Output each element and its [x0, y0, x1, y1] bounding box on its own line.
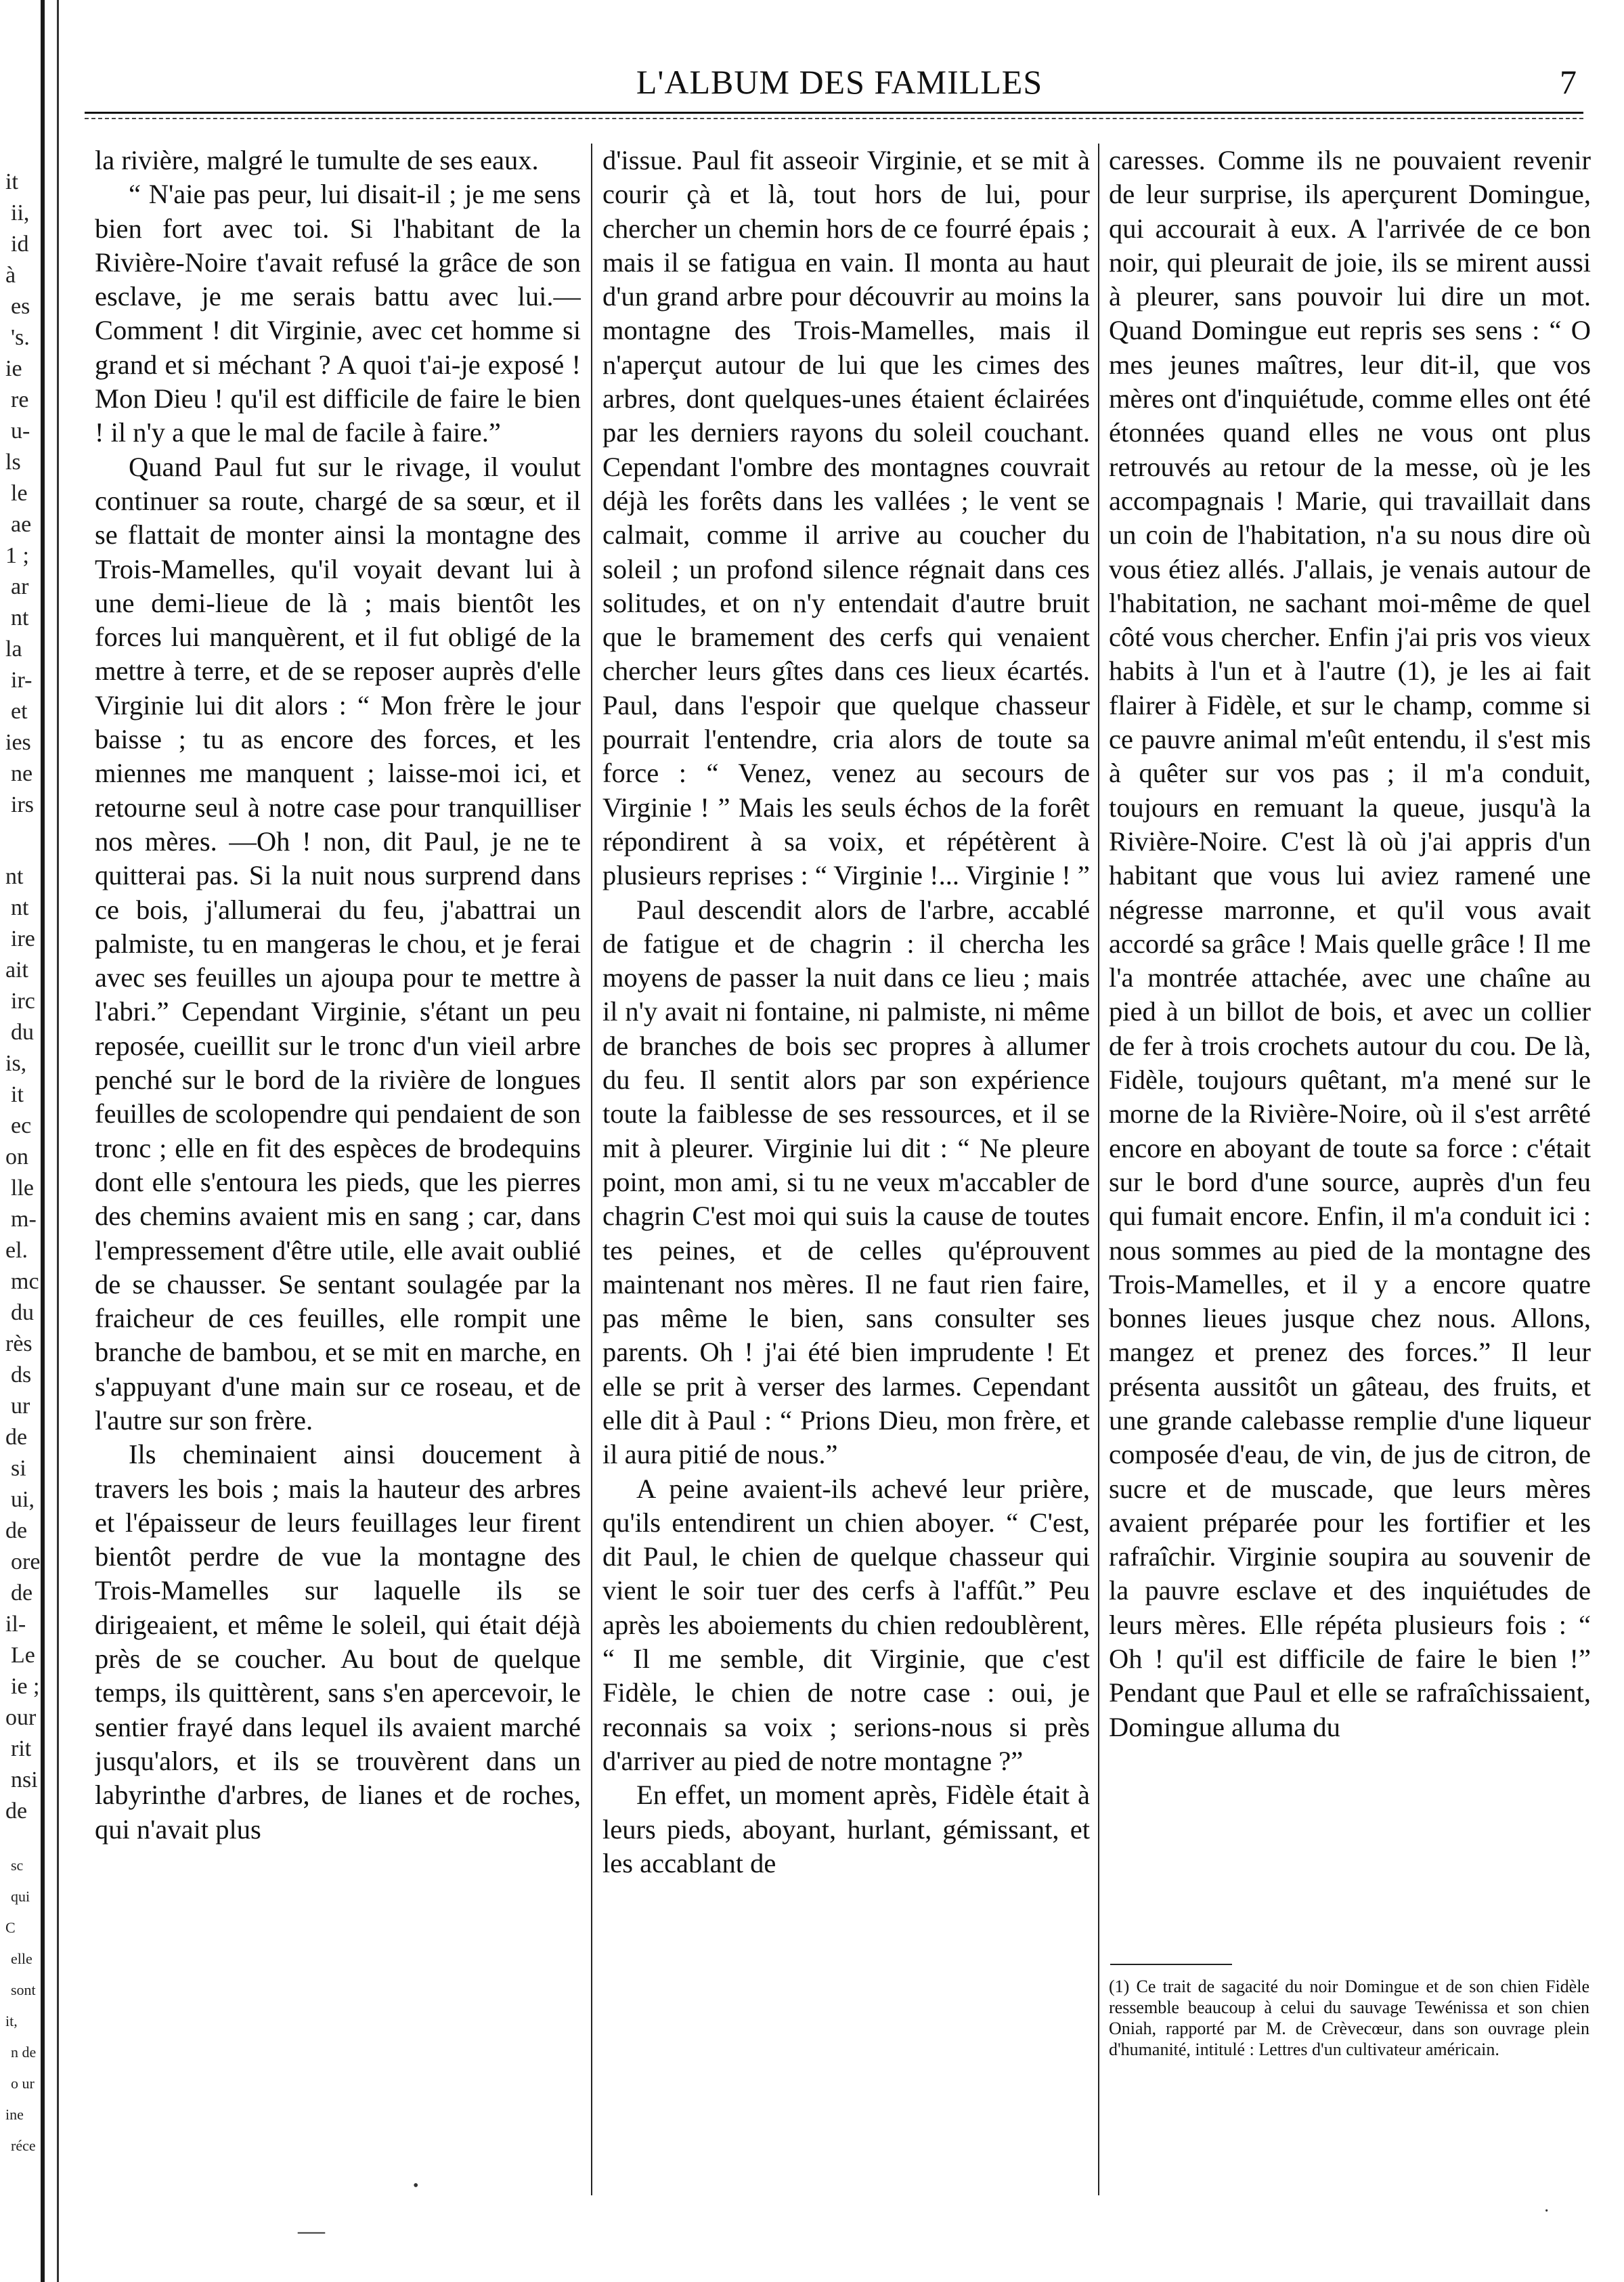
previous-page-fragment: ir- [11, 668, 32, 693]
previous-page-fragment: on [5, 1144, 28, 1169]
previous-page-fragment: is, [5, 1051, 27, 1076]
previous-page-fragment: it [11, 1082, 24, 1107]
previous-page-fragment: du [11, 1300, 34, 1325]
footnote: (1) Ce trait de sagacité du noir Domingue et de son chien Fidèle ressemble beaucoup à celui du sauvage Tewénissa et son chien Oniah, rapporté par M. de Crèvecœur, dans son ouvrage plein d'humanité, intitulé : Lettres d'un cultivateur américain. [1109, 1977, 1589, 2059]
previous-page-fragment: our [5, 1705, 37, 1730]
previous-page-fragment: de [5, 1799, 28, 1824]
previous-page-fragment: irc [11, 989, 35, 1014]
text-column-3 [1109, 144, 1591, 1870]
previous-page-fragment: à [5, 263, 16, 288]
previous-page-fragment: ls [5, 450, 21, 475]
previous-page-fragment: sc [11, 1857, 24, 1874]
previous-page-fragment: ie [5, 356, 22, 381]
previous-page-fragment: qui [11, 1888, 30, 1905]
stray-ink-mark: · [1543, 2201, 1550, 2222]
previous-page-fragment: C [5, 1919, 16, 1936]
previous-page-fragment: ore [11, 1549, 41, 1574]
previous-page-fragment: n de [11, 2044, 37, 2061]
header-rule [85, 112, 1583, 119]
column-divider [591, 144, 592, 2195]
previous-page-fragment: nt [11, 605, 29, 630]
paragraph: Quand Paul fut sur le rivage, il voulut continuer sa route, chargé de sa sœur, et il se flattait de monter ainsi la montagne des Trois-Mamelles, qu'il voyait devant lui à une demi-lieue de là ; mais bientôt les forces lui manquèrent, et il fut obligé de la mettre à terre, et de se reposer auprès d'elle Virginie lui dit alors : “ Mon frère le jour baisse ; tu as encore des forces, et les miennes me manquent ; laisse-moi ici, et retourne seul à notre case pour tranquilliser nos mères. —Oh ! non, dit Paul, je ne te quitterai pas. Si la nuit nous surprend dans ce bois, j'allumerai du feu, j'abattrai un palmiste, tu en mangeras le chou, et je ferai avec ses feuilles un ajoupa pour te mettre à l'abri.” Cependant Virginie, s'étant un peu reposée, cueillit sur le tronc d'un vieil arbre penché sur le bord de la rivière de longues feuilles de scolopendre qui pendaient de son tronc ; elle en fit des espèces de brodequins dont elle s'entoura les pieds, que les pierres des chemins avaient mis en sang ; car, dans l'empressement d'être utile, elle avait oublié de se chausser. Se sentant soulagée par la fraicheur de ces feuilles, elle rompit une branche de bambou, et se mit en marche, en s'appuyant d'une main sur ce roseau, et de l'autre sur son frère. [95, 451, 581, 1436]
previous-page-fragment: ies [5, 730, 31, 755]
previous-page-fragment: de [5, 1425, 28, 1450]
paragraph: caresses. Comme ils ne pouvaient revenir de leur surprise, ils aperçurent Domingue, qui accourait à eux. A l'arrivée de ce bon noir, qui pleurait de joie, ils se mirent aussi à pleurer, sans pouvoir lui dire un mot. Quand Domingue eut repris ses sens : “ O mes jeunes maîtres, leur dit-il, que vos mères ont d'inquiétude, comme elles ont été étonnées quand elles ne vous ont plus retrouvés au retour de la messe, où je les accompagnais ! Marie, qui travaillait dans un coin de l'habitation, n'a su nous dire où vous étiez allés. J'allais, je venais autour de l'habitation, ne sachant moi-même de quel côté vous chercher. Enfin j'ai pris vos vieux habits à l'un et à l'autre (1), je les ai fait flairer à Fidèle, et sur le champ, comme si ce pauvre animal m'eût entendu, il s'est mis à quêter sur vos pas ; il m'a conduit, toujours en remuant la queue, jusqu'à la Rivière-Noire. C'est là où j'ai appris d'un habitant que vous lui aviez ramené une négresse marronne, et qu'il vous avait accordé sa grâce ! Mais quelle grâce ! Il me l'a montrée attachée, avec une chaîne au pied à un billot de bois, et avec un collier de fer à trois crochets autour du cou. De là, Fidèle, toujours quêtant, m'a mené sur le morne de la Rivière-Noire, où il s'est arrêté encore en aboyant de toute sa force : c'était sur le bord d'une source, auprès d'un feu qui fumait encore. Enfin, il m'a conduit ici : nous sommes au pied de la montagne des Trois-Mamelles, et il y a encore quatre bonnes lieues jusque chez nous. Allons, mangez et prenez des forces.” Il leur présenta aussitôt un gâteau, des fruits, et une grande calebasse remplie d'une liqueur composée d'eau, de vin, de jus de citron, de sucre et de muscade, que leurs mères avaient préparée pour les fortifier et les rafraîchir. Virginie soupira au souvenir de la pauvre esclave et des inquiétudes de leurs mères. Elle répéta plusieurs fois : “ Oh ! qu'il est difficile de faire le bien !” Pendant que Paul et elle se rafraîchissaient, Domingue alluma du [1109, 145, 1591, 1742]
binding-rule-inner [57, 0, 59, 2282]
previous-page-fragment: et [11, 699, 28, 724]
previous-page-fragment: ds [11, 1362, 32, 1387]
previous-page-fragment: 's. [11, 325, 30, 350]
previous-page-fragment: réce [11, 2137, 36, 2154]
text-column-2 [602, 144, 1090, 2182]
column-divider [1098, 144, 1099, 2195]
previous-page-fragment: ne [11, 761, 33, 786]
paragraph: A peine avaient-ils achevé leur prière, qu'ils entendirent un chien aboyer. “ C'est, dit Paul, le chien de quelque chasseur qui vient le soir tuer des cerfs à l'affût.” Peu après les aboiements du chien redoublèrent, “ Il me semble, dit Virginie, que c'est Fidèle, le chien de notre case : oui, je reconnais sa voix ; serions-nous si près d'arriver au pied de notre montagne ?” [602, 1473, 1090, 1776]
previous-page-fragment: ec [11, 1113, 32, 1138]
previous-page-fragment: m- [11, 1207, 37, 1232]
stray-ink-mark: • [413, 2177, 419, 2195]
previous-page-fragment: rès [5, 1331, 32, 1356]
paragraph: la rivière, malgré le tumulte de ses eaux. [95, 145, 539, 175]
previous-page-fragment: ii, [11, 200, 30, 225]
text-column-1 [95, 144, 581, 2182]
previous-page-fragment: de [5, 1518, 28, 1543]
previous-page-fragment: irs [11, 792, 34, 817]
previous-page-fragment: elle [11, 1950, 32, 1967]
previous-page-fragment: es [11, 294, 30, 319]
paragraph: “ N'aie pas peur, lui disait-il ; je me sens bien fort avec toi. Si l'habitant de la Rivière-Noire t'avait refusé la grâce de son esclave, je me serais battu avec lui.—Comment ! dit Virginie, avec cet homme si grand et si méchant ? A quoi t'ai-je exposé ! Mon Dieu ! qu'il est difficile de faire le bien ! il n'y a que le mal de facile à faire.” [95, 179, 581, 448]
previous-page-fragment: il- [5, 1612, 26, 1637]
previous-page-fragment: ae [11, 512, 32, 537]
paragraph: Paul descendit alors de l'arbre, accablé de fatigue et de chagrin : il chercha les moyens de passer la nuit dans ce lieu ; mais il n'y avait ni fontaine, ni palmiste, ni même de branches de bois sec propres à allumer du feu. Il sentit alors par son expérience toute la faiblesse de ses ressources, et il se mit à pleurer. Virginie lui dit : “ Ne pleure point, mon ami, si tu ne veux m'accabler de chagrin C'est moi qui suis la cause de toutes tes peines, et de celles qu'éprouvent maintenant nos mères. Il ne faut rien faire, pas même le bien, sans consulter ses parents. Oh ! j'ai été bien imprudente ! Et elle se prit à verser des larmes. Cependant elle dit à Paul : “ Prions Dieu, mon frère, et il aura pitié de nous.” [602, 894, 1090, 1470]
paragraph: d'issue. Paul fit asseoir Virginie, et se mit à courir çà et là, tout hors de lui, pour chercher un chemin hors de ce fourré épais ; mais il se fatigua en vain. Il monta au haut d'un grand arbre pour découvrir au moins la montagne des Trois-Mamelles, mais il n'aperçut autour de lui que les cimes des arbres, dont quelques-unes étaient éclairées par les derniers rayons du soleil couchant. Cependant l'ombre des montagnes couvrait déjà les forêts dans les vallées ; le vent se calmait, comme il arrive au coucher du soleil ; un profond silence régnait dans ces solitudes, et on n'y entendait d'autre bruit que le bramement des cerfs qui venaient chercher leurs gîtes dans ces lieux écartés. Paul, dans l'espoir que quelque chasseur pourrait l'entendre, cria alors de toute sa force : “ Venez, venez au secours de Virginie ! ” Mais les seuls échos de la forêt répondirent à sa voix, et répétèrent à plusieurs reprises : “ Virginie !... Virginie ! ” [602, 145, 1090, 891]
previous-page-fragment: si [11, 1456, 26, 1481]
previous-page-fragment: Le [11, 1643, 35, 1668]
previous-page-fragment: mc [11, 1269, 39, 1294]
previous-page-edge [0, 0, 95, 2282]
previous-page-fragment: o ur [11, 2075, 35, 2092]
previous-page-fragment: nt [11, 895, 29, 920]
previous-page-fragment: le [11, 481, 28, 506]
previous-page-fragment: ur [11, 1394, 30, 1419]
previous-page-fragment: re [11, 387, 29, 412]
previous-page-fragment: 1 ; [5, 543, 29, 568]
running-header-title: L'ALBUM DES FAMILLES [636, 63, 1043, 101]
previous-page-fragment: ire [11, 926, 35, 951]
previous-page-fragment: ar [11, 574, 29, 599]
previous-page-fragment: el. [5, 1238, 28, 1263]
previous-page-fragment: ait [5, 957, 28, 983]
paragraph: Ils cheminaient ainsi doucement à travers les bois ; mais la hauteur des arbres et l'épaisseur de leurs feuillages leur firent bientôt perdre de vue la montagne des Trois-Mamelles sur laquelle ils se dirigeaient, et même le soleil, qui était déjà près de se coucher. Au bout de quelque temps, ils quittèrent, sans s'en apercevoir, le sentier frayé dans lequel ils avaient marché jusqu'alors, et ils se trouvèrent dans un labyrinthe d'arbres, de lianes et de roches, qui n'avait plus [95, 1439, 581, 1845]
previous-page-fragment: ine [5, 2106, 24, 2123]
previous-page-fragment: id [11, 232, 29, 257]
footnote-rule [1110, 1964, 1232, 1965]
page-number: 7 [1560, 63, 1577, 101]
paragraph: En effet, un moment après, Fidèle était à leurs pieds, aboyant, hurlant, gémissant, et les accablant de [602, 1780, 1090, 1878]
stray-ink-mark: — [298, 2215, 325, 2245]
previous-page-fragment: de [11, 1580, 33, 1606]
previous-page-fragment: nt [5, 864, 24, 889]
previous-page-fragment: du [11, 1020, 34, 1045]
previous-page-fragment: ie ; [11, 1674, 40, 1699]
previous-page-fragment: la [5, 637, 22, 662]
previous-page-fragment: sont [11, 1981, 36, 1998]
previous-page-fragment: lle [11, 1176, 34, 1201]
previous-page-fragment: it, [5, 2012, 18, 2029]
binding-rule [41, 0, 45, 2282]
previous-page-fragment: ui, [11, 1487, 35, 1512]
previous-page-fragment: u- [11, 418, 30, 444]
previous-page-fragment: nsi [11, 1767, 38, 1792]
previous-page-fragment: it [5, 169, 18, 194]
previous-page-fragment: rit [11, 1736, 32, 1761]
